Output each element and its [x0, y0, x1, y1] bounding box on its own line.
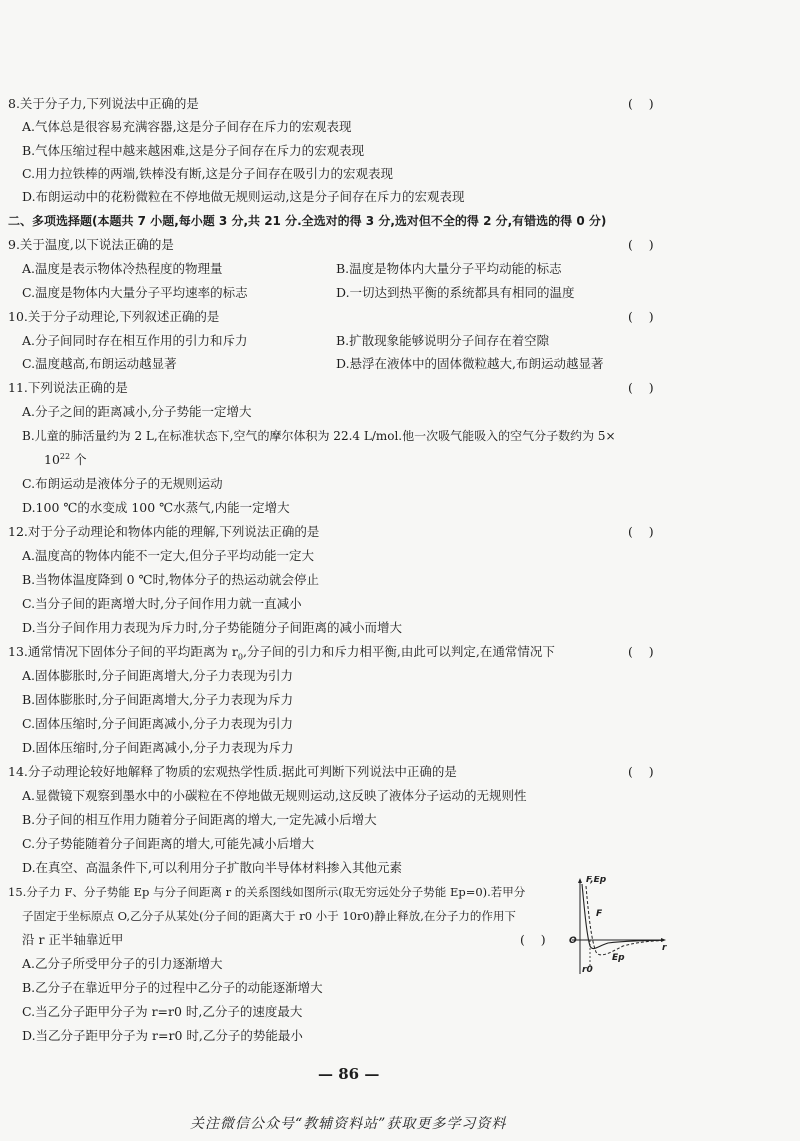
y-axis-label: F,Ep [586, 876, 607, 885]
q13-option-a: A.固体膨胀时,分子间距离增大,分子力表现为引力 [22, 668, 293, 683]
q14-option-c: C.分子势能随着分子间距离的增大,可能先减小后增大 [22, 836, 315, 851]
stem-text: 13.通常情况下固体分子间的平均距离为 r [8, 644, 238, 659]
q15-option-a: A.乙分子所受甲分子的引力逐渐增大 [22, 956, 223, 971]
q8-option-a: A.气体总是很容易充满容器,这是分子间存在斥力的宏观表现 [22, 119, 352, 134]
q10-option-b: B.扩散现象能够说明分子间存在着空隙 [336, 333, 550, 348]
q11-option-a: A.分子之间的距离减小,分子势能一定增大 [22, 404, 252, 419]
stem-text-continued: ,分子间的引力和斥力相平衡,由此可以判定,在通常情况下 [242, 644, 555, 659]
q10-option-c: C.温度越高,布朗运动越显著 [22, 356, 177, 371]
q13-option-d: D.固体压缩时,分子间距离减小,分子力表现为斥力 [22, 740, 294, 755]
q13-option-b: B.固体膨胀时,分子间距离增大,分子力表现为斥力 [22, 692, 294, 707]
force-label: F [596, 909, 603, 919]
question-15-stem-line1: 15.分子力 F、分子势能 Ep 与分子间距离 r 的关系图线如图所示(取无穷远处分子势能 Ep=0).若甲分 [8, 885, 526, 899]
q11-option-d: D.100 ℃的水变成 100 ℃水蒸气,内能一定增大 [22, 500, 290, 515]
question-12-stem: 12.对于分子动理论和物体内能的理解,下列说法正确的是 [8, 524, 320, 539]
answer-paren-12: ( ) [628, 524, 654, 539]
q14-option-d: D.在真空、高温条件下,可以利用分子扩散向半导体材料掺入其他元素 [22, 860, 403, 875]
answer-paren-9: ( ) [628, 237, 654, 252]
q9-option-d: D.一切达到热平衡的系统都具有相同的温度 [336, 285, 575, 300]
exponent-base: 10 [44, 452, 60, 467]
q15-option-d: D.当乙分子距甲分子为 r=r0 时,乙分子的势能最小 [22, 1028, 303, 1043]
answer-paren-8: ( ) [628, 96, 654, 111]
exponent: 22 [59, 451, 71, 461]
q12-option-d: D.当分子间作用力表现为斥力时,分子势能随分子间距离的减小而增大 [22, 620, 403, 635]
origin-label: O [569, 936, 577, 946]
q14-option-b: B.分子间的相互作用力随着分子间距离的增大,一定先减小后增大 [22, 812, 377, 827]
q13-option-c: C.固体压缩时,分子间距离减小,分子力表现为引力 [22, 716, 294, 731]
q15-option-b: B.乙分子在靠近甲分子的过程中乙分子的动能逐渐增大 [22, 980, 323, 995]
answer-paren-14: ( ) [628, 764, 654, 779]
q11-option-c: C.布朗运动是液体分子的无规则运动 [22, 476, 223, 491]
question-9-stem: 9.关于温度,以下说法正确的是 [8, 237, 174, 252]
q10-option-a: A.分子间同时存在相互作用的引力和斥力 [22, 333, 248, 348]
question-14-stem: 14.分子动理论较好地解释了物质的宏观热学性质.据此可判断下列说法中正确的是 [8, 764, 457, 779]
q11-option-b-continued [44, 452, 87, 468]
q8-option-c: C.用力拉铁棒的两端,铁棒没有断,这是分子间存在吸引力的宏观表现 [22, 166, 394, 181]
q10-option-d: D.悬浮在液体中的固体微粒越大,布朗运动越显著 [336, 356, 604, 371]
q12-option-b: B.当物体温度降到 0 ℃时,物体分子的热运动就会停止 [22, 572, 320, 587]
page-number: — 86 — [318, 1065, 380, 1083]
q8-option-b: B.气体压缩过程中越来越困难,这是分子间存在斥力的宏观表现 [22, 143, 365, 158]
q8-option-d: D.布朗运动中的花粉微粒在不停地做无规则运动,这是分子间存在斥力的宏观表现 [22, 189, 465, 204]
potential-label: Ep [612, 953, 625, 963]
q9-option-a: A.温度是表示物体冷热程度的物理量 [22, 261, 223, 276]
question-15-stem-line2: 子固定于坐标原点 O,乙分子从某处(分子间的距离大于 r0 小于 10r0)静止释放,在分子力的作用下 [22, 909, 516, 923]
r0-label: r0 [582, 965, 593, 975]
potential-energy-curve [586, 886, 663, 955]
q9-option-b: B.温度是物体内大量分子平均动能的标志 [336, 261, 562, 276]
q12-option-c: C.当分子间的距离增大时,分子间作用力就一直减小 [22, 596, 302, 611]
force-potential-graph [568, 876, 668, 976]
answer-paren-13: ( ) [628, 644, 654, 659]
q12-option-a: A.温度高的物体内能不一定大,但分子平均动能一定大 [22, 548, 314, 563]
question-13-stem [8, 644, 555, 660]
unit-text: 个 [70, 452, 87, 467]
question-8-stem: 8.关于分子力,下列说法中正确的是 [8, 96, 199, 111]
y-axis-arrow-icon [578, 878, 582, 883]
question-15-stem-line3: 沿 r 正半轴靠近甲 [22, 932, 124, 947]
q15-option-c: C.当乙分子距甲分子为 r=r0 时,乙分子的速度最大 [22, 1004, 303, 1019]
q11-option-b: B.儿童的肺活量约为 2 L,在标准状态下,空气的摩尔体积为 22.4 L/mol.他一次吸气能吸入的空气分子数约为 5× [22, 429, 616, 443]
q14-option-a: A.显微镜下观察到墨水中的小碳粒在不停地做无规则运动,这反映了液体分子运动的无规则性 [22, 788, 527, 803]
answer-paren-11: ( ) [628, 380, 654, 395]
force-curve [582, 884, 663, 949]
q9-option-c: C.温度是物体内大量分子平均速率的标志 [22, 285, 248, 300]
answer-paren-10: ( ) [628, 309, 654, 324]
x-axis-label: r [662, 943, 667, 953]
footer-note: 关注微信公众号“教辅资料站”获取更多学习资料 [190, 1116, 507, 1132]
answer-paren-15: ( ) [520, 932, 546, 947]
section-heading-multiple-choice: 二、多项选择题(本题共 7 小题,每小题 3 分,共 21 分.全选对的得 3 分,选对但不全的得 2 分,有错选的得 0 分) [8, 214, 607, 228]
question-10-stem: 10.关于分子动理论,下列叙述正确的是 [8, 309, 220, 324]
subscript: 0 [237, 652, 243, 662]
question-11-stem: 11.下列说法正确的是 [8, 380, 128, 395]
